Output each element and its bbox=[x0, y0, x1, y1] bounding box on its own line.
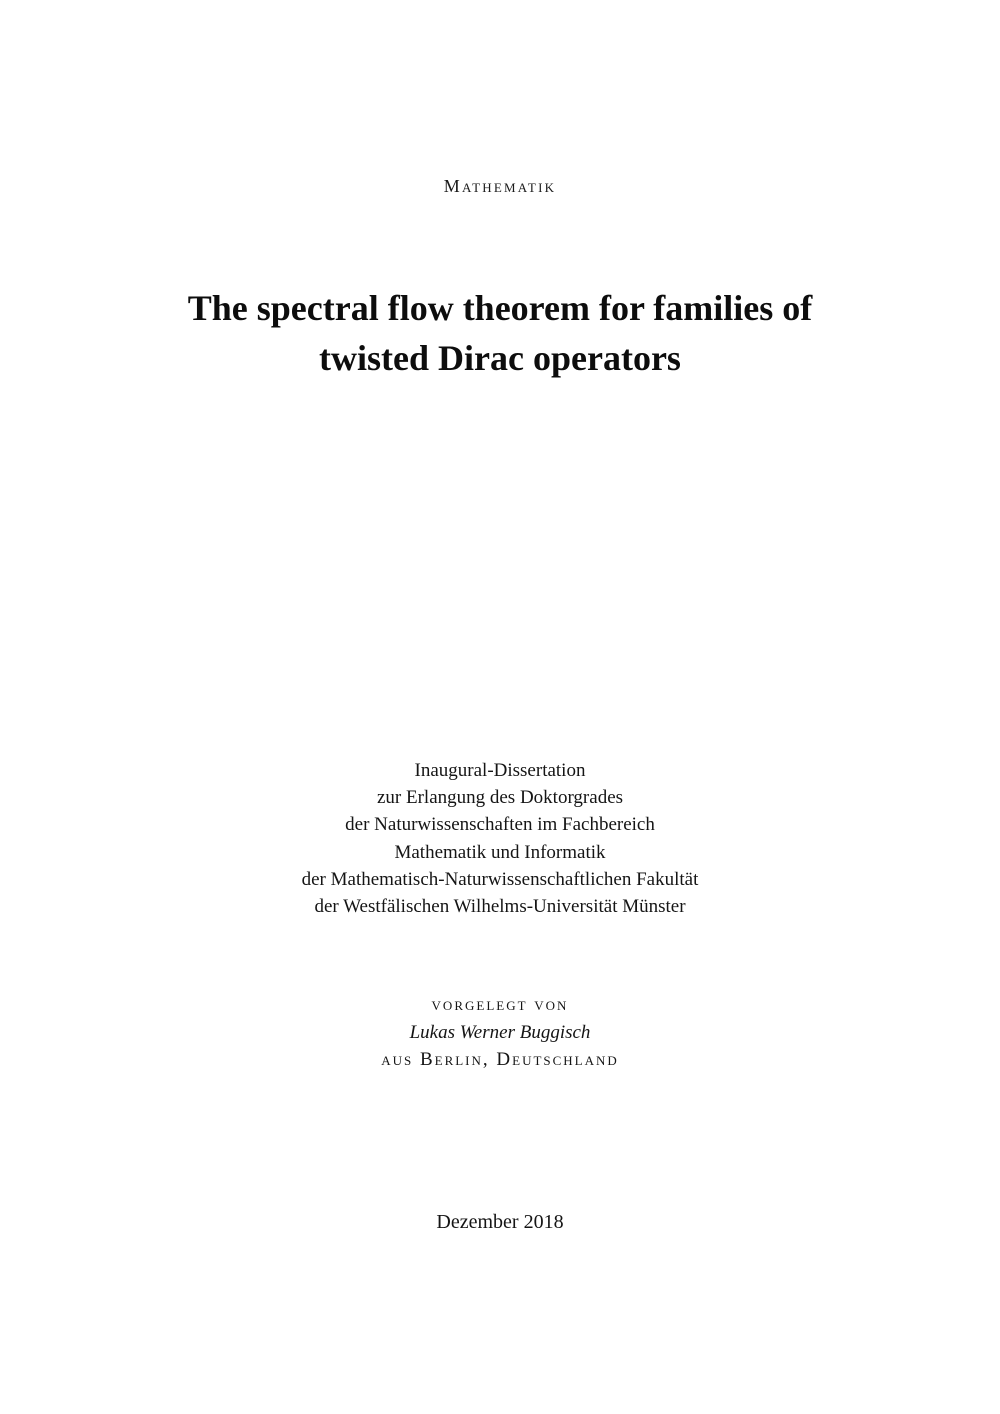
author-origin: aus Berlin, Deutschland bbox=[381, 1049, 619, 1070]
dissertation-statement bbox=[0, 757, 1000, 920]
dissertation-line: der Westfälischen Wilhelms-Universität Münster bbox=[314, 896, 686, 918]
submitted-by-label: vorgelegt von bbox=[431, 994, 569, 1015]
thesis-title bbox=[0, 283, 1000, 383]
dissertation-line: Mathematik und Informatik bbox=[394, 841, 606, 863]
faculty-label: Mathematik bbox=[443, 176, 557, 196]
thesis-title-line-2: twisted Dirac operators bbox=[319, 338, 681, 378]
submission-date: Dezember 2018 bbox=[436, 1211, 564, 1233]
dissertation-line: zur Erlangung des Doktorgrades bbox=[376, 787, 624, 809]
dissertation-line: der Naturwissenschaften im Fachbereich bbox=[345, 814, 655, 836]
dissertation-line: Inaugural-Dissertation bbox=[414, 760, 586, 781]
dissertation-line: der Mathematisch-Naturwissenschaftlichen Fakultät bbox=[301, 868, 699, 890]
author-name: Lukas Werner Buggisch bbox=[409, 1021, 591, 1043]
thesis-title-line-1: The spectral flow theorem for families of bbox=[187, 288, 813, 328]
submission-block bbox=[0, 991, 1000, 1074]
